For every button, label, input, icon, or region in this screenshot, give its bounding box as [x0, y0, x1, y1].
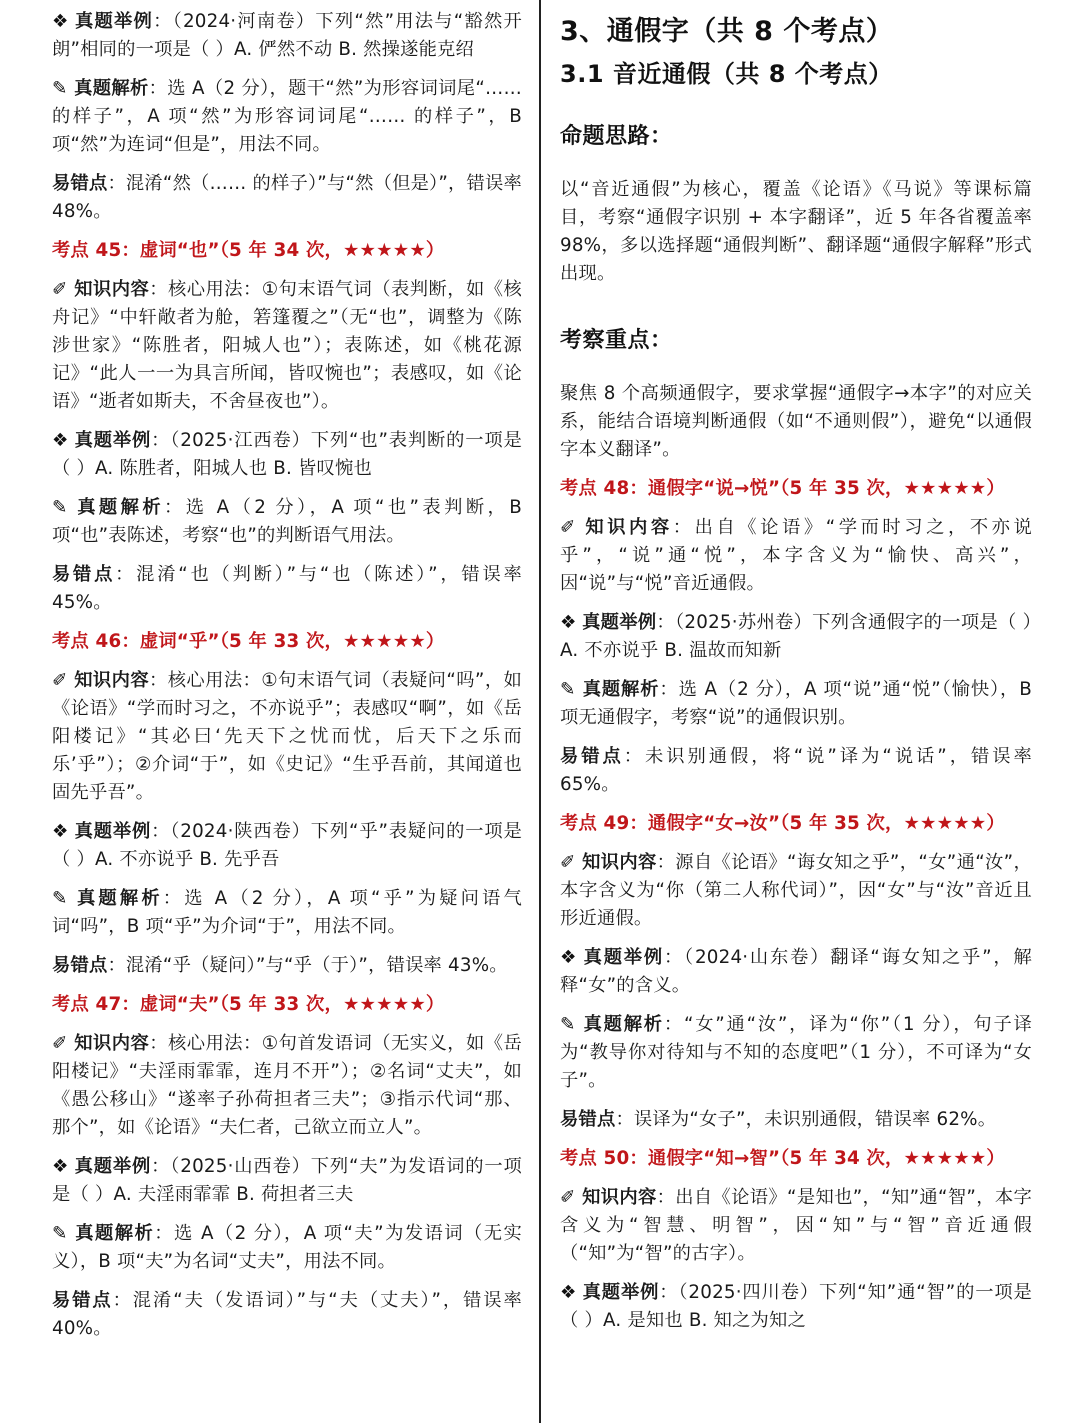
- error-text: ：混淆“夫（发语词）”与“夫（丈夫）”，错误率 40%。: [52, 1290, 522, 1339]
- error-text: ：未识别通假，将“说”译为“说话”，错误率 65%。: [560, 746, 1032, 795]
- diamond-icon: ❖: [560, 947, 577, 968]
- error-label: 易错点: [560, 746, 624, 767]
- star-rating: ★★★★★: [342, 994, 426, 1015]
- knowledge-text: ：核心用法：①句末语气词（表疑问“吗”，如《论语》“学而时习之，不亦说乎”；表感叹“啊”，如《岳阳楼记》“其必曰‘先天下之忧而忧，后天下之乐而乐’乎”）；②介词“于”，如《史记》“生乎吾前，其闻道也固先乎吾”。: [52, 670, 522, 803]
- analysis-label: 真题解析: [74, 1223, 155, 1244]
- error-label: 易错点: [52, 564, 116, 585]
- knowledge-block: [560, 514, 1032, 598]
- error-text: ：混淆“然（…… 的样子）”与“然（但是）”，错误率 48%。: [52, 173, 522, 222]
- analysis-label: 真题解析: [74, 888, 163, 909]
- kaodian-47-title: [52, 991, 522, 1019]
- pen-icon: ✐: [560, 1187, 576, 1208]
- example-text: ：（2025·四川卷）下列“知”通“智”的一项是（ ）A. 是知也 B. 知之为知之: [560, 1282, 1032, 1331]
- kaodian-title-text: 考点 46：虚词“乎”（5 年 33 次，: [52, 631, 343, 652]
- analysis-text: ：选 A（2 分），A 项“乎”为疑问语气词“吗”，B 项“乎”为介词“于”，用法不同。: [52, 888, 522, 937]
- error-block: [560, 743, 1032, 799]
- focus-heading: 考察重点：: [560, 328, 673, 353]
- star-rating: ★★★★★: [903, 813, 987, 834]
- analysis-block: [52, 1220, 522, 1276]
- analysis-label: 真题解析: [582, 1014, 664, 1035]
- analysis-block: [52, 885, 522, 941]
- example-block: [52, 1153, 522, 1209]
- idea-text: 以“音近通假”为核心，覆盖《论语》《马说》等课标篇目，考察“通假字识别 + 本字翻译”，近 5 年各省覆盖率 98%，多以选择题“通假判断”、翻译题“通假字解释”形式出现。: [560, 179, 1032, 284]
- kaodian-title-close: ）: [986, 813, 1005, 834]
- kaodian-45-title: [52, 237, 522, 265]
- example-text: ：（2024·山东卷）翻译“诲女知之乎”，解释“女”的含义。: [560, 947, 1032, 996]
- error-block: [52, 1287, 522, 1343]
- example-label: 真题举例: [74, 821, 152, 842]
- analysis-text: ：选 A（2 分），A 项“说”通“悦”（愉快），B 项无通假字，考察“说”的通假识别。: [560, 679, 1032, 728]
- kaodian-48-title: [560, 475, 1032, 503]
- example-text: ：（2025·山西卷）下列“夫”为发语词的一项是（ ）A. 夫淫雨霏霏 B. 荷担者三夫: [52, 1156, 522, 1205]
- analysis-text: ：选 A（2 分），A 项“夫”为发语词（无实义），B 项“夫”为名词“丈夫”，用法不同。: [52, 1223, 522, 1272]
- analysis-text: ：选 A（2 分），题干“然”为形容词词尾“…… 的样子”，A 项“然”为形容词词尾“…… 的样子”，B 项“然”为连词“但是”，用法不同。: [52, 78, 522, 155]
- pencil-icon: ✎: [52, 888, 68, 909]
- analysis-label: 真题解析: [74, 78, 149, 99]
- error-text: ：误译为“女子”，未识别通假，错误率 62%。: [615, 1109, 997, 1130]
- analysis-block: [52, 75, 522, 159]
- pen-icon: ✐: [560, 852, 576, 873]
- error-label: 易错点: [52, 173, 108, 194]
- example-text: ：（2025·苏州卷）下列含通假字的一项是（ ）A. 不亦说乎 B. 温故而知新: [560, 612, 1032, 661]
- pencil-icon: ✎: [52, 1223, 68, 1244]
- example-label: 真题举例: [74, 430, 152, 451]
- error-block: [52, 952, 522, 980]
- right-column: [560, 14, 1032, 1335]
- example-label: 真题举例: [582, 947, 664, 968]
- kaodian-title-close: ）: [986, 478, 1005, 499]
- example-label: 真题举例: [74, 11, 154, 32]
- idea-heading: 命题思路：: [560, 124, 673, 149]
- diamond-icon: ❖: [52, 11, 69, 32]
- knowledge-label: 知识内容: [582, 1187, 657, 1208]
- diamond-icon: ❖: [52, 1156, 69, 1177]
- analysis-label: 真题解析: [74, 497, 165, 518]
- analysis-block: [52, 494, 522, 550]
- subsection-title: 3.1 音近通假（共 8 个考点）: [560, 60, 893, 88]
- pen-icon: ✐: [52, 279, 68, 300]
- example-text: ：（2024·河南卷）下列“然”用法与“豁然开朗”相同的一项是（ ）A. 俨然不动 B. 然操遂能克绍: [52, 11, 523, 60]
- analysis-block: [560, 1011, 1032, 1095]
- knowledge-label: 知识内容: [582, 517, 673, 538]
- knowledge-block: [52, 276, 522, 416]
- star-rating: ★★★★★: [342, 631, 426, 652]
- diamond-icon: ❖: [52, 821, 69, 842]
- knowledge-label: 知识内容: [74, 670, 150, 691]
- pencil-icon: ✎: [52, 78, 68, 99]
- pen-icon: ✐: [560, 517, 576, 538]
- kaodian-49-title: [560, 810, 1032, 838]
- kaodian-title-text: 考点 49：通假字“女→汝”（5 年 35 次，: [560, 813, 904, 834]
- left-column: [52, 8, 522, 1343]
- error-label: 易错点: [560, 1109, 616, 1130]
- pencil-icon: ✎: [560, 679, 576, 700]
- star-rating: ★★★★★: [903, 1148, 987, 1169]
- error-label: 易错点: [52, 955, 108, 976]
- knowledge-block: [560, 849, 1032, 933]
- analysis-text: ：“女”通“汝”，译为“你”（1 分），句子译为“教导你对待知与不知的态度吧”（1 分），不可译为“女子”。: [560, 1014, 1033, 1091]
- column-divider: [539, 0, 541, 1423]
- knowledge-text: ：源自《论语》“诲女知之乎”，“女”通“汝”，本字含义为“你（第二人称代词）”，因“女”与“汝”音近且形近通假。: [560, 852, 1032, 929]
- knowledge-text: ：出自《论语》“学而时习之，不亦说乎”，“说”通“悦”，本字含义为“愉快、高兴”，因“说”与“悦”音近通假。: [560, 517, 1032, 594]
- example-label: 真题举例: [582, 612, 657, 633]
- knowledge-text: ：核心用法：①句首发语词（无实义，如《岳阳楼记》“夫淫雨霏霏，连月不开”）；②名词“丈夫”，如《愚公移山》“遂率子孙荷担者三夫”；③指示代词“那、那个”，如《论语》“夫仁者，己欲立而立人”。: [52, 1033, 522, 1138]
- kaodian-46-title: [52, 628, 522, 656]
- kaodian-title-text: 考点 48：通假字“说→悦”（5 年 35 次，: [560, 478, 904, 499]
- diamond-icon: ❖: [52, 430, 69, 451]
- error-block: [52, 170, 522, 226]
- kaodian-50-title: [560, 1145, 1032, 1173]
- knowledge-block: [52, 667, 522, 807]
- kaodian-title-text: 考点 45：虚词“也”（5 年 34 次，: [52, 240, 343, 261]
- error-label: 易错点: [52, 1290, 113, 1311]
- pencil-icon: ✎: [52, 497, 68, 518]
- error-text: ：混淆“也（判断）”与“也（陈述）”，错误率 45%。: [52, 564, 522, 613]
- knowledge-label: 知识内容: [74, 279, 150, 300]
- diamond-icon: ❖: [560, 1282, 577, 1303]
- error-block: [52, 561, 522, 617]
- error-text: ：混淆“乎（疑问）”与“乎（于）”，错误率 43%。: [107, 955, 508, 976]
- example-block: [52, 427, 522, 483]
- pen-icon: ✐: [52, 1033, 68, 1054]
- example-block: [560, 1279, 1032, 1335]
- kaodian-title-text: 考点 50：通假字“知→智”（5 年 34 次，: [560, 1148, 904, 1169]
- analysis-text: ：选 A（2 分），A 项“也”表判断，B 项“也”表陈述，考察“也”的判断语气用法。: [52, 497, 522, 546]
- example-label: 真题举例: [582, 1282, 660, 1303]
- knowledge-label: 知识内容: [582, 852, 657, 873]
- example-block: [52, 818, 522, 874]
- example-text: ：（2024·陕西卷）下列“乎”表疑问的一项是（ ）A. 不亦说乎 B. 先乎吾: [52, 821, 522, 870]
- example-block: [560, 944, 1032, 1000]
- analysis-label: 真题解析: [582, 679, 660, 700]
- kaodian-title-close: ）: [425, 994, 445, 1015]
- knowledge-block: [560, 1184, 1032, 1268]
- star-rating: ★★★★★: [903, 478, 987, 499]
- knowledge-label: 知识内容: [74, 1033, 150, 1054]
- example-block: [560, 609, 1032, 665]
- analysis-block: [560, 676, 1032, 732]
- error-block: [560, 1106, 1032, 1134]
- knowledge-text: ：出自《论语》“是知也”，“知”通“智”，本字含义为“智慧、明智”，因“知”与“智”音近通假（“知”为“智”的古字）。: [560, 1187, 1032, 1264]
- example-text: ：（2025·江西卷）下列“也”表判断的一项是（ ）A. 陈胜者，阳城人也 B. 皆叹惋也: [52, 430, 522, 479]
- knowledge-block: [52, 1030, 522, 1142]
- star-rating: ★★★★★: [342, 240, 426, 261]
- section-title: 3、通假字（共 8 个考点）: [560, 16, 894, 47]
- kaodian-title-text: 考点 47：虚词“夫”（5 年 33 次，: [52, 994, 343, 1015]
- diamond-icon: ❖: [560, 612, 577, 633]
- kaodian-title-close: ）: [986, 1148, 1005, 1169]
- pen-icon: ✐: [52, 670, 68, 691]
- kaodian-title-close: ）: [425, 240, 445, 261]
- example-block: [52, 8, 522, 64]
- kaodian-title-close: ）: [425, 631, 445, 652]
- example-label: 真题举例: [74, 1156, 152, 1177]
- pencil-icon: ✎: [560, 1014, 576, 1035]
- knowledge-text: ：核心用法：①句末语气词（表判断，如《核舟记》“中轩敞者为舱，箬篷覆之”（无“也”，调整为《陈涉世家》“陈胜者，阳城人也”）；表陈述，如《桃花源记》“此人一一为具言所闻，皆叹惋也”；表感叹，如《论语》“逝者如斯夫，不舍昼夜也”）。: [52, 279, 522, 412]
- focus-text: 聚焦 8 个高频通假字，要求掌握“通假字→本字”的对应关系，能结合语境判断通假（如“不通则假”），避免“以通假字本义翻译”。: [560, 383, 1032, 460]
